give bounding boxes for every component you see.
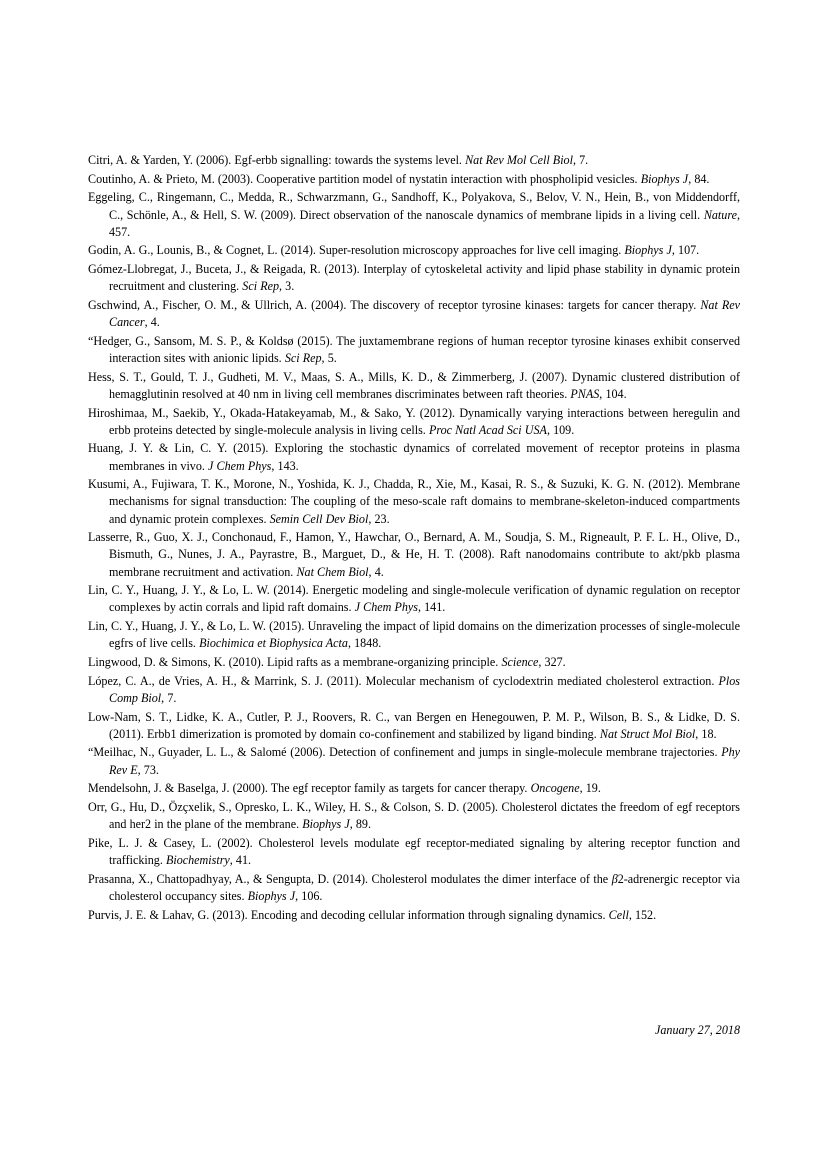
journal-name: PNAS [570,386,600,401]
journal-name: Nature [703,207,737,222]
reference-entry [88,582,740,616]
reference-text: Prasanna, X., Chattopadhyay, A., & Sengupta, D. (2014). Cholesterol modulates the dimer interface of the [88,871,612,886]
reference-entry [88,799,740,833]
reference-volume: , 327. [538,655,566,670]
journal-name: Nat Rev Mol Cell Biol [465,153,573,167]
journal-name: Nat Chem Biol [296,564,369,579]
reference-text: Godin, A. G., Lounis, B., & Cognet, L. (2014). Super-resolution microscopy approaches for live cell imaging. [88,243,625,258]
reference-volume: , 152. [628,907,657,922]
reference-entry [88,907,740,924]
reference-text: Citri, A. & Yarden, Y. (2006). Egf-erbb signalling: towards the systems level. [88,153,466,167]
journal-name: Nat Rev Cancer [109,297,740,330]
reference-entry [88,242,740,259]
journal-name: Cell [608,907,629,922]
reference-text: Purvis, J. E. & Lahav, G. (2013). Encoding and decoding cellular information through signaling dynamics. [88,907,609,922]
reference-entry [88,709,740,743]
reference-text: Lin, C. Y., Huang, J. Y., & Lo, L. W. (2014). Energetic modeling and single-molecule verification of dynamic regulation on receptor complexes by actin corrals and lipid raft domains. [88,583,740,615]
reference-text: “Meilhac, N., Guyader, L. L., & Salomé (2006). Detection of confinement and jumps in single-molecule membrane trajectories. [88,745,722,760]
reference-entry [88,369,740,403]
reference-entry [88,673,740,707]
reference-text: Gómez-Llobregat, J., Buceta, J., & Reigada, R. (2013). Interplay of cytoskeletal activity and lipid phase stability in dynamic protein recruitment and clustering. [88,262,740,294]
bibliography-list [88,152,740,924]
reference-entry [88,780,740,797]
reference-text: Eggeling, C., Ringemann, C., Medda, R., Schwarzmann, G., Sandhoff, K., Polyakova, S., Belov, V. N., Hein, B., von Middendorff, C., Schönle, A., & Hell, S. W. (2009). Direct observation of the nanoscale dynamics of membrane lipids in a living cell. [88,190,740,222]
journal-name: Nat Struct Mol Biol [599,726,696,741]
reference-entry [88,476,740,527]
reference-text: Low-Nam, S. T., Lidke, K. A., Cutler, P. J., Roovers, R. C., van Bergen en Henegouwen, P. M. P., Wilson, B. S., & Lidke, D. S. (2011). Erbb1 dimerization is promoted by domain co-confinement and stabilized by ligand binding. [88,709,740,741]
reference-volume: , 109. [546,422,575,437]
reference-entry [88,440,740,474]
journal-name: Biophys J [247,888,296,903]
reference-volume: , 3. [279,279,295,294]
reference-volume: , 1848. [347,636,382,651]
math-symbol: β [611,871,618,886]
journal-name: Sci Rep [242,279,279,294]
reference-entry [88,529,740,580]
reference-text: Mendelsohn, J. & Baselga, J. (2000). The egf receptor family as targets for cancer therapy. [88,781,531,796]
reference-text: Huang, J. Y. & Lin, C. Y. (2015). Exploring the stochastic dynamics of correlated movement of receptor proteins in plasma membranes in vivo. [88,441,740,473]
journal-name: J Chem Phys [354,600,418,615]
journal-name: Oncogene [530,781,580,796]
journal-name: Biochimica et Biophysica Acta [199,636,348,651]
reference-volume: , 19. [579,781,601,796]
reference-volume: , 7. [572,153,589,167]
reference-text: Orr, G., Hu, D., Özçxelik, S., Opresko, L. K., Wiley, H. S., & Colson, S. D. (2005). Cholesterol dictates the freedom of egf receptors and her2 in the plane of the membrane. [88,800,740,832]
journal-name: Science [501,655,539,670]
journal-name: J Chem Phys [208,458,272,473]
reference-volume: , 143. [271,458,299,473]
reference-volume: , 73. [137,762,159,777]
reference-volume: , 7. [161,690,177,705]
reference-entry [88,835,740,869]
journal-name: Phy Rev E [109,745,740,777]
reference-entry [88,744,740,778]
journal-name: Biochemistry [165,853,230,868]
reference-entry [88,405,740,439]
reference-text: Lasserre, R., Guo, X. J., Conchonaud, F., Hamon, Y., Hawchar, O., Bernard, A. M., Soudja, S. M., Rigneault, P. F. L. H., Olive, D., Bismuth, G., Nunes, J. A., Payrastre, B., Marguet, D., & He, H. T. (2008). Raft nanodomains contribute to akt/pkb plasma membrane recruitment and activation. [88,530,740,579]
reference-entry [88,297,740,331]
reference-volume: , 107. [671,243,700,258]
journal-name: Sci Rep [284,351,322,365]
reference-text: Lin, C. Y., Huang, J. Y., & Lo, L. W. (2015). Unraveling the impact of lipid domains on the dimerization processes of single-molecule egfrs of live cells. [88,619,740,651]
reference-text: Lingwood, D. & Simons, K. (2010). Lipid rafts as a membrane-organizing principle. [88,655,502,670]
reference-entry [88,261,740,295]
reference-volume: , 4. [144,315,160,330]
reference-text: Hiroshimaa, M., Saekib, Y., Okada-Hatakeyamab, M., & Sako, Y. (2012). Dynamically varying interactions between heregulin and erbb proteins detected by single-molecule analysis in living cells. [88,405,740,437]
reference-volume: , 4. [368,564,384,579]
reference-text: Kusumi, A., Fujiwara, T. K., Morone, N., Yoshida, K. J., Chadda, R., Xie, M., Kasai, R. S., & Suzuki, K. G. N. (2012). Membrane mechanisms for signal transduction: The coupling of the meso-scale raft domains to membrane-skeleton-induced compartments and dynamic protein complexes. [88,477,740,526]
reference-volume: , 141. [417,600,446,615]
reference-text: Gschwind, A., Fischer, O. M., & Ullrich, A. (2004). The discovery of receptor tyrosine kinases: targets for cancer therapy. [88,297,701,312]
reference-entry [88,152,740,169]
reference-entry [88,618,740,652]
reference-volume: , 106. [295,888,323,903]
reference-volume: , 18. [695,726,717,741]
reference-text: Pike, L. J. & Casey, L. (2002). Cholesterol levels modulate egf receptor-mediated signaling by altering receptor function and trafficking. [88,835,740,868]
journal-name: Plos Comp Biol [109,673,740,705]
reference-volume: , 457. [109,207,740,239]
reference-volume: , 84. [688,171,710,186]
reference-text: Coutinho, A. & Prieto, M. (2003). Cooperative partition model of nystatin interaction with phospholipid vesicles. [88,171,641,186]
journal-name: Biophys J [624,243,672,258]
page-footer-date: January 27, 2018 [655,1023,740,1037]
reference-volume: , 41. [229,853,252,868]
reference-volume: , 104. [599,386,627,401]
reference-entry [88,654,740,671]
reference-text: 2-adrenergic receptor via cholesterol occupancy sites. [109,871,741,903]
reference-volume: , 5. [321,351,337,365]
reference-text: “Hedger, G., Sansom, M. S. P., & Koldsø (2015). The juxtamembrane regions of human receptor tyrosine kinases exhibit conserved interaction sites with anionic lipids. [88,333,740,365]
reference-volume: , 23. [368,511,390,526]
reference-volume: , 89. [349,817,371,832]
journal-name: Semin Cell Dev Biol [269,511,369,526]
reference-entry [88,333,740,367]
journal-name: Biophys J [302,817,350,832]
reference-entry [88,171,740,188]
reference-text: López, C. A., de Vries, A. H., & Marrink, S. J. (2011). Molecular mechanism of cyclodextrin mediated cholesterol extraction. [88,673,719,688]
reference-entry [88,871,740,905]
reference-text: Hess, S. T., Gould, T. J., Gudheti, M. V., Maas, S. A., Mills, K. D., & Zimmerberg, J. (2007). Dynamic clustered distribution of hemagglutinin resolved at 40 nm in living cell membranes discriminates between raft theories. [88,369,740,401]
journal-name: Proc Natl Acad Sci USA [428,422,547,437]
journal-name: Biophys J [640,171,689,186]
reference-entry [88,189,740,240]
